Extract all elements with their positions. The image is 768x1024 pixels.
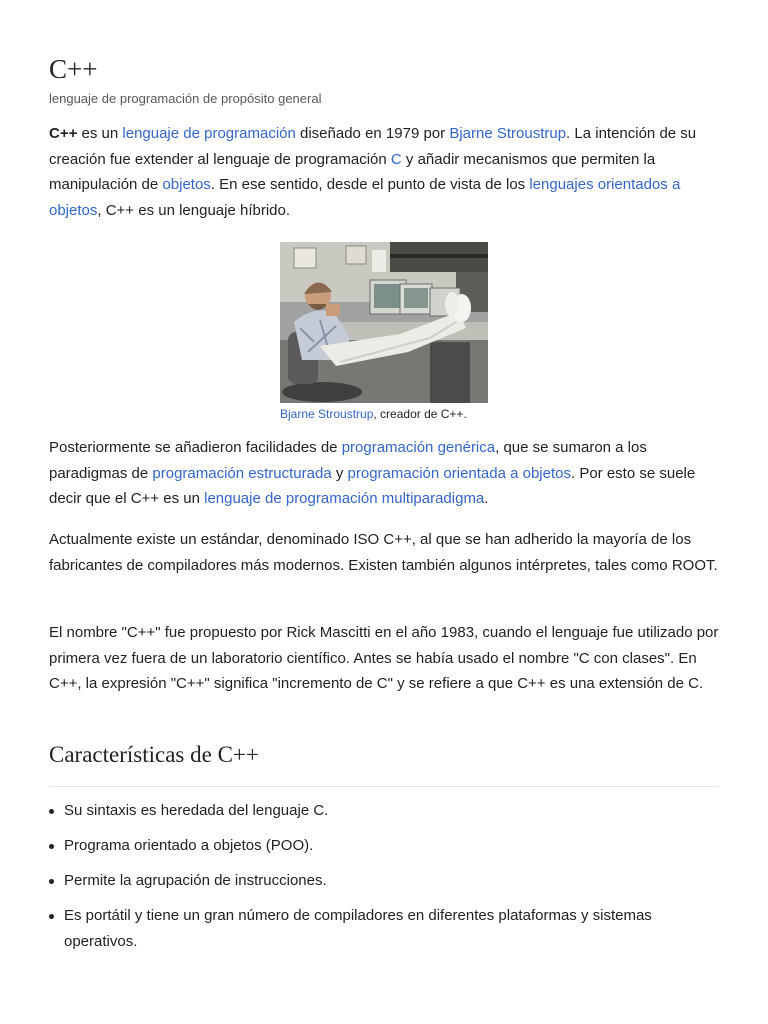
list-item — [49, 833, 719, 859]
text: , C++ es un lenguaje híbrido. — [97, 201, 291, 219]
section-heading: Características de C++ — [49, 742, 259, 767]
bullet-icon — [49, 809, 54, 814]
list-item — [49, 798, 719, 824]
text: y — [331, 464, 348, 482]
page-subtitle: lenguaje de programación de propósito general — [49, 91, 322, 106]
link-bjarne-stroustrup[interactable]: Bjarne Stroustrup — [449, 125, 567, 142]
page-title: C++ — [49, 54, 98, 84]
bullet-icon — [49, 914, 54, 919]
caption-text: , creador de C++. — [373, 407, 467, 421]
link-programacion-generica[interactable]: programación genérica — [341, 439, 496, 456]
link-lenguaje-multiparadigma[interactable]: lenguaje de programación multiparadigma — [204, 490, 485, 507]
text: Posteriormente se añadieron facilidades de — [49, 439, 342, 456]
bullet-icon — [49, 844, 54, 849]
text: es un — [77, 125, 123, 142]
section-divider — [49, 786, 719, 787]
bjarne-stroustrup-photo[interactable] — [280, 242, 488, 403]
figure-caption — [280, 407, 500, 421]
features-list — [49, 798, 719, 964]
term-bold: C++ — [49, 125, 78, 142]
text: , que se sumaron a los paradigmas de — [49, 439, 647, 482]
intro-paragraph — [49, 121, 719, 223]
list-item — [49, 868, 719, 894]
figure-photo[interactable] — [280, 242, 488, 403]
text: . Por esto se suele decir que el C++ es un — [49, 464, 696, 507]
text: y añadir mecanismos que permiten la manipulación de — [49, 150, 656, 193]
list-item-text: Programa orientado a objetos (POO). — [64, 837, 314, 854]
list-item — [49, 903, 719, 954]
text: . La intención de su creación fue extender al lenguaje de programación — [49, 125, 697, 168]
list-item-text: Permite la agrupación de instrucciones. — [64, 872, 327, 889]
caption-link-bjarne-stroustrup[interactable]: Bjarne Stroustrup — [280, 407, 374, 421]
text: diseñado en 1979 por — [295, 125, 450, 142]
list-item-text: Su sintaxis es heredada del lenguaje C. — [64, 802, 329, 819]
paragraph-name-origin: El nombre "C++" fue propuesto por Rick Mascitti en el año 1983, cuando el lenguaje fue utilizado por primera vez fuera de un laboratorio científico. Antes se había usado el nombre "C con clases". En C++, la expresión "C++" significa "incremento de C" y se refiere a que C++ es una extensión de C. — [49, 624, 719, 692]
link-objetos[interactable]: objetos — [162, 176, 211, 193]
paragraph-paradigms — [49, 435, 719, 512]
text: . — [484, 490, 489, 507]
bullet-icon — [49, 879, 54, 884]
link-programacion-estructurada[interactable]: programación estructurada — [152, 464, 332, 482]
list-item-text: Es portátil y tiene un gran número de compiladores en diferentes plataformas y sistemas operativos. — [64, 907, 652, 950]
text: . En ese sentido, desde el punto de vista de los — [210, 176, 530, 193]
link-programacion-orientada-a-objetos[interactable]: programación orientada a objetos — [347, 464, 571, 482]
link-c[interactable]: C — [390, 150, 402, 168]
link-lenguaje-de-programacion[interactable]: lenguaje de programación — [122, 125, 296, 142]
paragraph-standard: Actualmente existe un estándar, denominado ISO C++, al que se han adherido la mayoría de los fabricantes de compiladores más modernos. Existen también algunos intérpretes, tales como ROOT. — [49, 531, 718, 574]
link-lenguajes-orientados-a-objetos[interactable]: lenguajes orientados a objetos — [49, 176, 681, 219]
